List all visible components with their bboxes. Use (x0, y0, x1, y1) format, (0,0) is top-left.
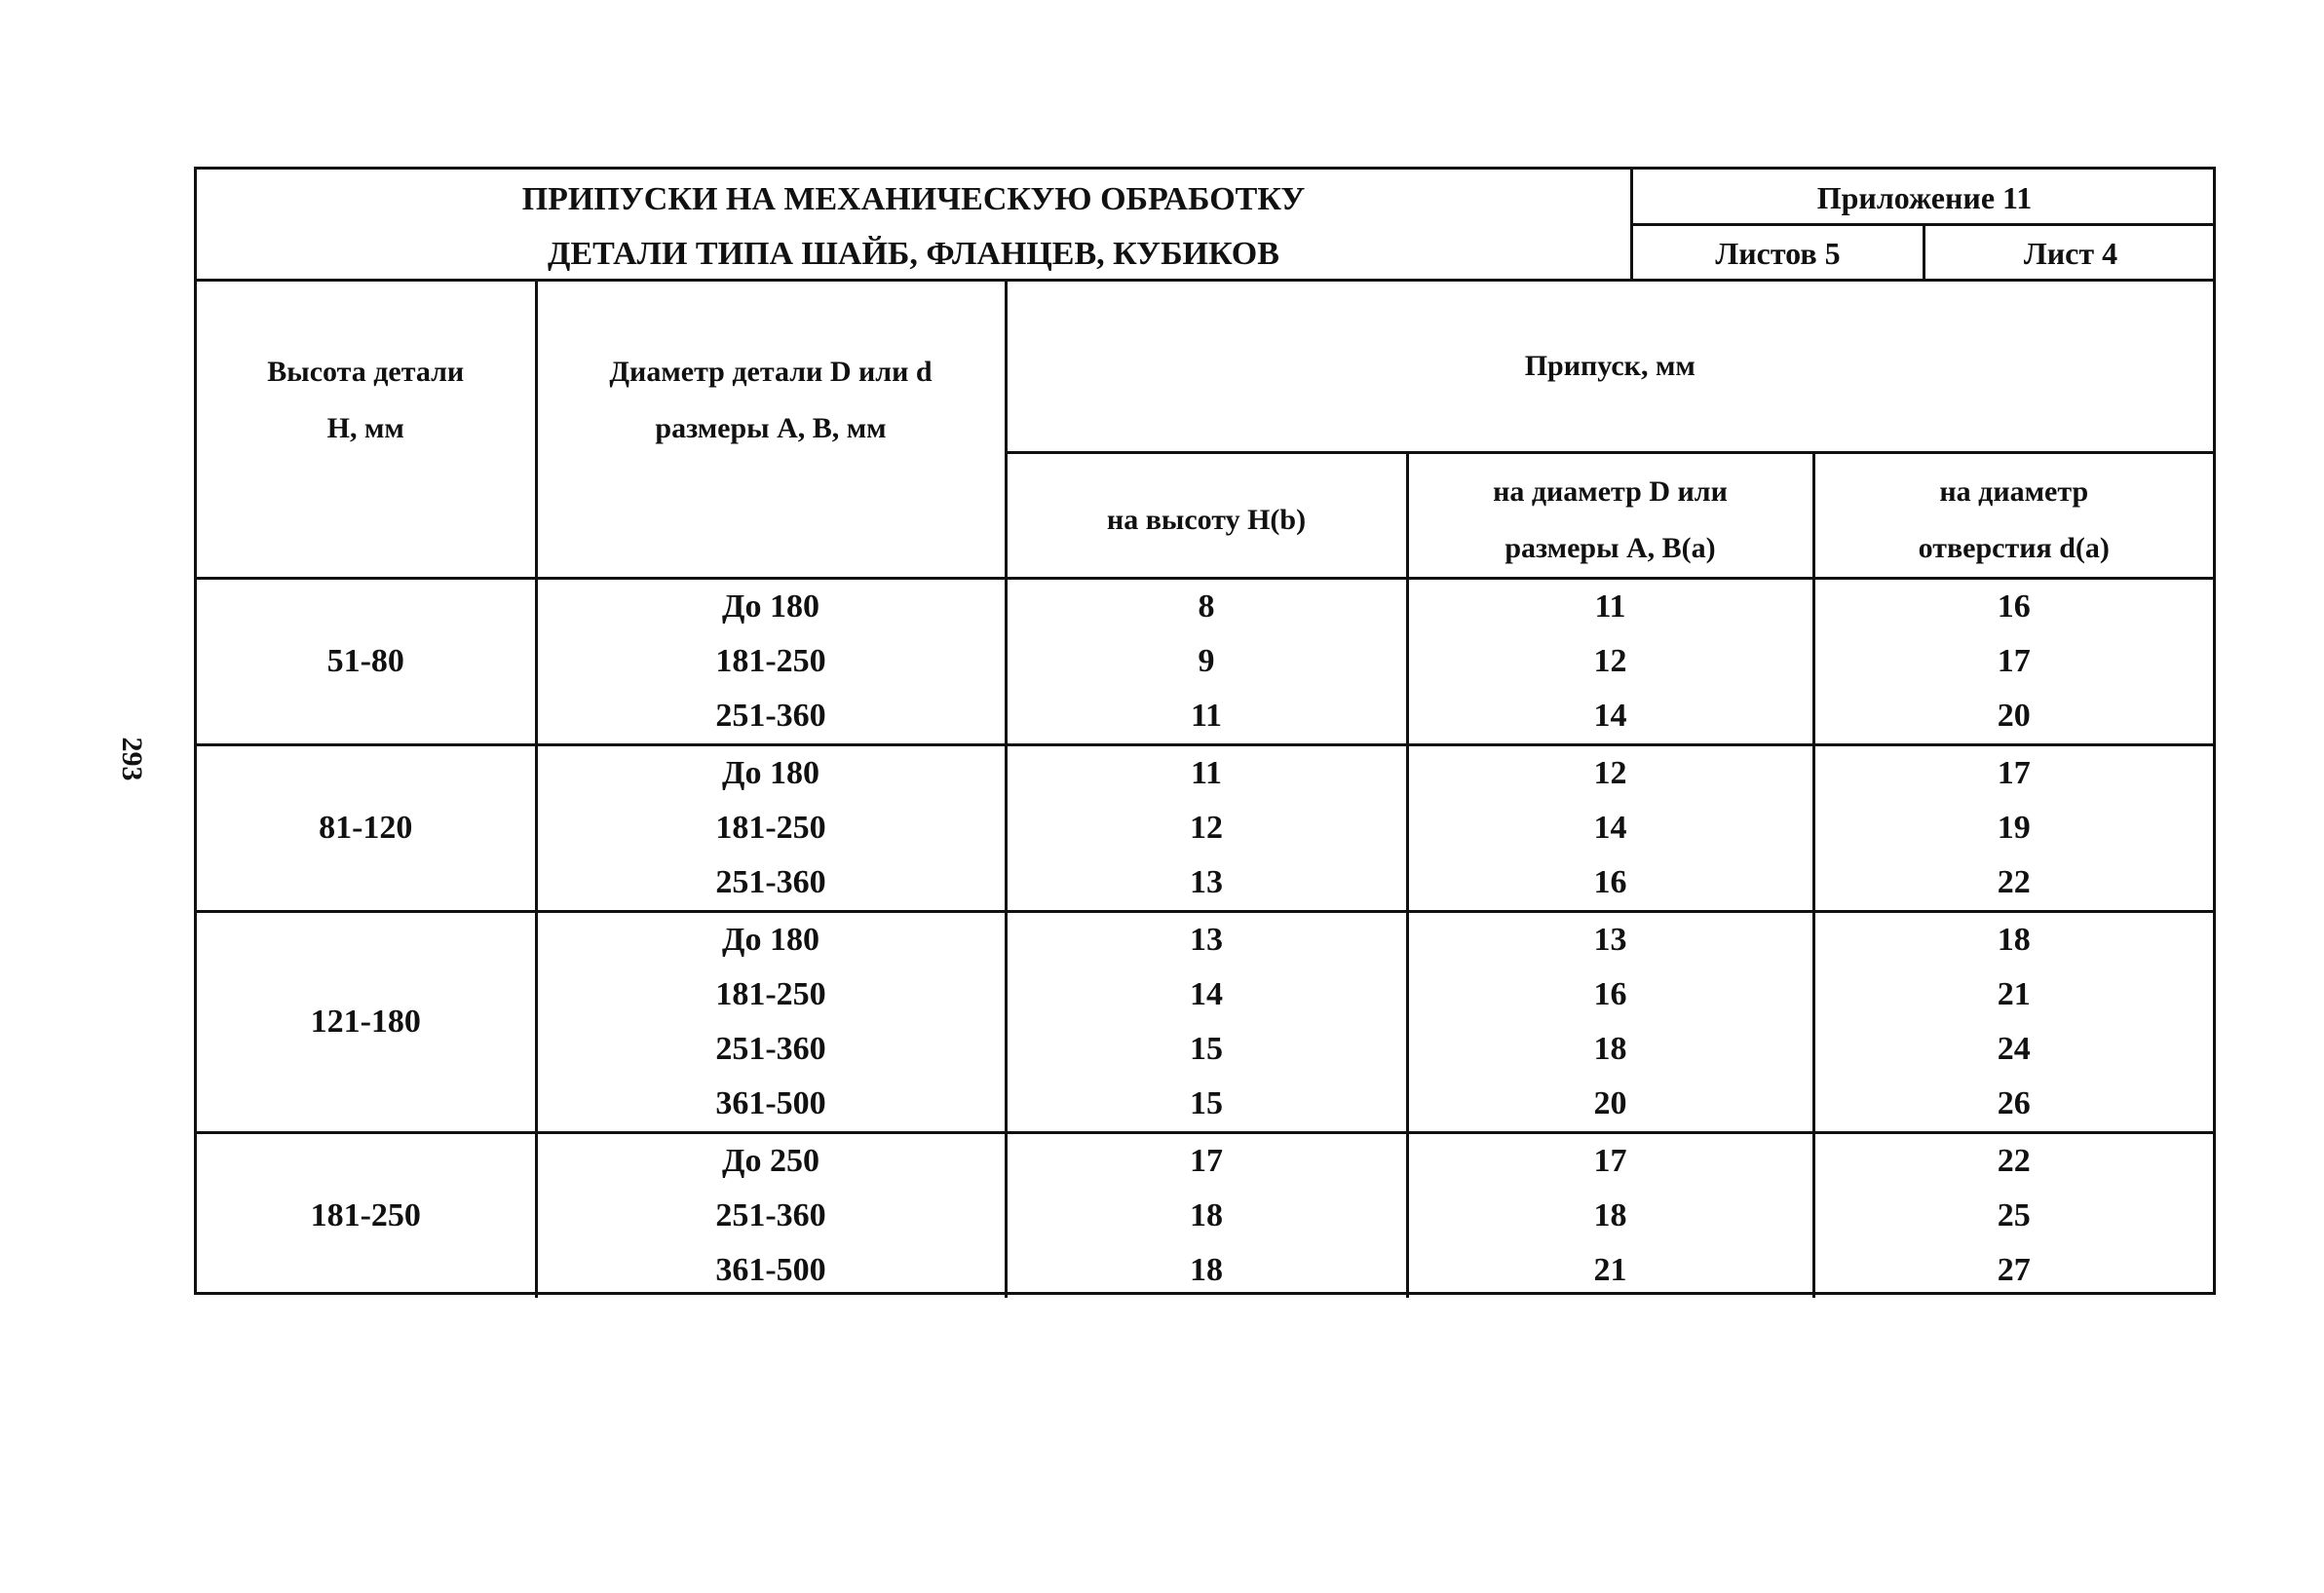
table-row-group-4 (197, 1133, 2213, 1299)
header-on-height (1006, 453, 1407, 579)
height-range: 121-180 (197, 912, 536, 1133)
allowance-hole-cell (1813, 1133, 2213, 1299)
allowance-height-cell (1006, 745, 1407, 912)
diameter-value: 181-250 (715, 643, 826, 679)
allowance-hole-value: 17 (1997, 755, 2031, 791)
diameter-value: До 180 (722, 588, 819, 625)
diameter-value: 251-360 (715, 1031, 826, 1067)
sheets-total: Листов 5 (1633, 226, 1925, 282)
diameter-value: До 180 (722, 755, 819, 791)
allowance-height-value: 14 (1190, 976, 1223, 1012)
title-line-2: ДЕТАЛИ ТИПА ШАЙБ, ФЛАНЦЕВ, КУБИКОВ (548, 236, 1279, 272)
allowance-height-value: 13 (1190, 864, 1223, 900)
allowance-diameter-value: 14 (1593, 810, 1627, 846)
diameter-cell (536, 745, 1006, 912)
header-diameter-line-2: размеры А, В, мм (655, 411, 887, 444)
height-range: 81-120 (197, 745, 536, 912)
appendix-label: Приложение 11 (1633, 170, 2216, 226)
header-on-height-label: на высоту Н(b) (1106, 504, 1307, 536)
header-part-height (197, 282, 536, 579)
height-range: 51-80 (197, 579, 536, 745)
diameter-value: 361-500 (715, 1252, 826, 1288)
allowance-diameter-value: 20 (1593, 1085, 1627, 1121)
allowance-hole-cell (1813, 912, 2213, 1133)
diameter-value: 181-250 (715, 976, 826, 1012)
diameter-value: 251-360 (715, 1197, 826, 1233)
header-height-line-1: Высота детали (267, 355, 465, 388)
allowance-hole-value: 17 (1997, 643, 2031, 679)
allowance-diameter-value: 21 (1593, 1252, 1627, 1288)
diameter-cell (536, 579, 1006, 745)
title-block (197, 170, 1633, 282)
allowance-hole-value: 24 (1997, 1031, 2031, 1067)
allowance-hole-value: 22 (1997, 864, 2031, 900)
allowance-diameter-value: 12 (1593, 755, 1627, 791)
diameter-value: До 180 (722, 922, 819, 958)
allowance-diameter-cell (1407, 579, 1813, 745)
diameter-value: 361-500 (715, 1085, 826, 1121)
diameter-value: До 250 (722, 1143, 819, 1179)
page-number: 293 (116, 737, 148, 781)
diameter-value: 251-360 (715, 864, 826, 900)
diameter-value: 181-250 (715, 810, 826, 846)
allowance-diameter-cell (1407, 1133, 1813, 1299)
allowance-height-cell (1006, 912, 1407, 1133)
allowance-hole-cell (1813, 745, 2213, 912)
allowance-diameter-cell (1407, 912, 1813, 1133)
header-height-line-2: Н, мм (326, 411, 404, 444)
allowance-height-value: 9 (1198, 643, 1215, 679)
allowance-hole-value: 19 (1997, 810, 2031, 846)
header-allowance-label: Припуск, мм (1524, 350, 1695, 382)
allowance-hole-value: 16 (1997, 588, 2031, 625)
allowance-hole-value: 18 (1997, 922, 2031, 958)
height-range: 181-250 (197, 1133, 536, 1299)
header-on-diameter-line-2: размеры А, В(а) (1505, 532, 1716, 564)
allowance-height-value: 18 (1190, 1197, 1223, 1233)
allowance-height-value: 8 (1198, 588, 1215, 625)
allowance-diameter-value: 16 (1593, 976, 1627, 1012)
sheet-number: Лист 4 (1925, 226, 2216, 282)
allowance-diameter-value: 18 (1593, 1031, 1627, 1067)
allowance-height-value: 17 (1190, 1143, 1223, 1179)
allowance-height-value: 15 (1190, 1085, 1223, 1121)
allowance-diameter-value: 11 (1594, 588, 1626, 625)
allowance-height-value: 12 (1190, 810, 1223, 846)
allowance-hole-cell (1813, 579, 2213, 745)
allowance-diameter-value: 17 (1593, 1143, 1627, 1179)
header-on-hole (1813, 453, 2213, 579)
allowance-diameter-value: 14 (1593, 698, 1627, 734)
allowance-hole-value: 22 (1997, 1143, 2031, 1179)
allowance-hole-value: 27 (1997, 1252, 2031, 1288)
allowance-hole-value: 20 (1997, 698, 2031, 734)
header-on-hole-line-2: отверстия d(a) (1918, 532, 2110, 564)
allowance-height-value: 15 (1190, 1031, 1223, 1067)
header-diameter-line-1: Диаметр детали D или d (609, 355, 933, 388)
title-line-1: ПРИПУСКИ НА МЕХАНИЧЕСКУЮ ОБРАБОТКУ (521, 181, 1306, 217)
allowance-height-value: 18 (1190, 1252, 1223, 1288)
allowance-table (197, 282, 2213, 1298)
header-part-diameter (536, 282, 1006, 579)
allowance-diameter-value: 13 (1593, 922, 1627, 958)
allowance-hole-value: 21 (1997, 976, 2031, 1012)
table-row-group-3 (197, 912, 2213, 1133)
header-allowance (1006, 282, 2213, 453)
allowance-hole-value: 26 (1997, 1085, 2031, 1121)
header-on-diameter-line-1: на диаметр D или (1493, 475, 1728, 508)
allowance-height-cell (1006, 579, 1407, 745)
allowance-sheet (194, 167, 2216, 1295)
allowance-height-cell (1006, 1133, 1407, 1299)
header-on-hole-line-1: на диаметр (1939, 475, 2089, 508)
allowance-diameter-cell (1407, 745, 1813, 912)
allowance-diameter-value: 12 (1593, 643, 1627, 679)
allowance-hole-value: 25 (1997, 1197, 2031, 1233)
header-on-diameter (1407, 453, 1813, 579)
diameter-value: 251-360 (715, 698, 826, 734)
allowance-diameter-value: 16 (1593, 864, 1627, 900)
allowance-diameter-value: 18 (1593, 1197, 1627, 1233)
diameter-cell (536, 1133, 1006, 1299)
allowance-height-value: 13 (1190, 922, 1223, 958)
table-row-group-2 (197, 745, 2213, 912)
diameter-cell (536, 912, 1006, 1133)
allowance-height-value: 11 (1190, 698, 1223, 734)
allowance-height-value: 11 (1190, 755, 1223, 791)
table-row-group-1 (197, 579, 2213, 745)
